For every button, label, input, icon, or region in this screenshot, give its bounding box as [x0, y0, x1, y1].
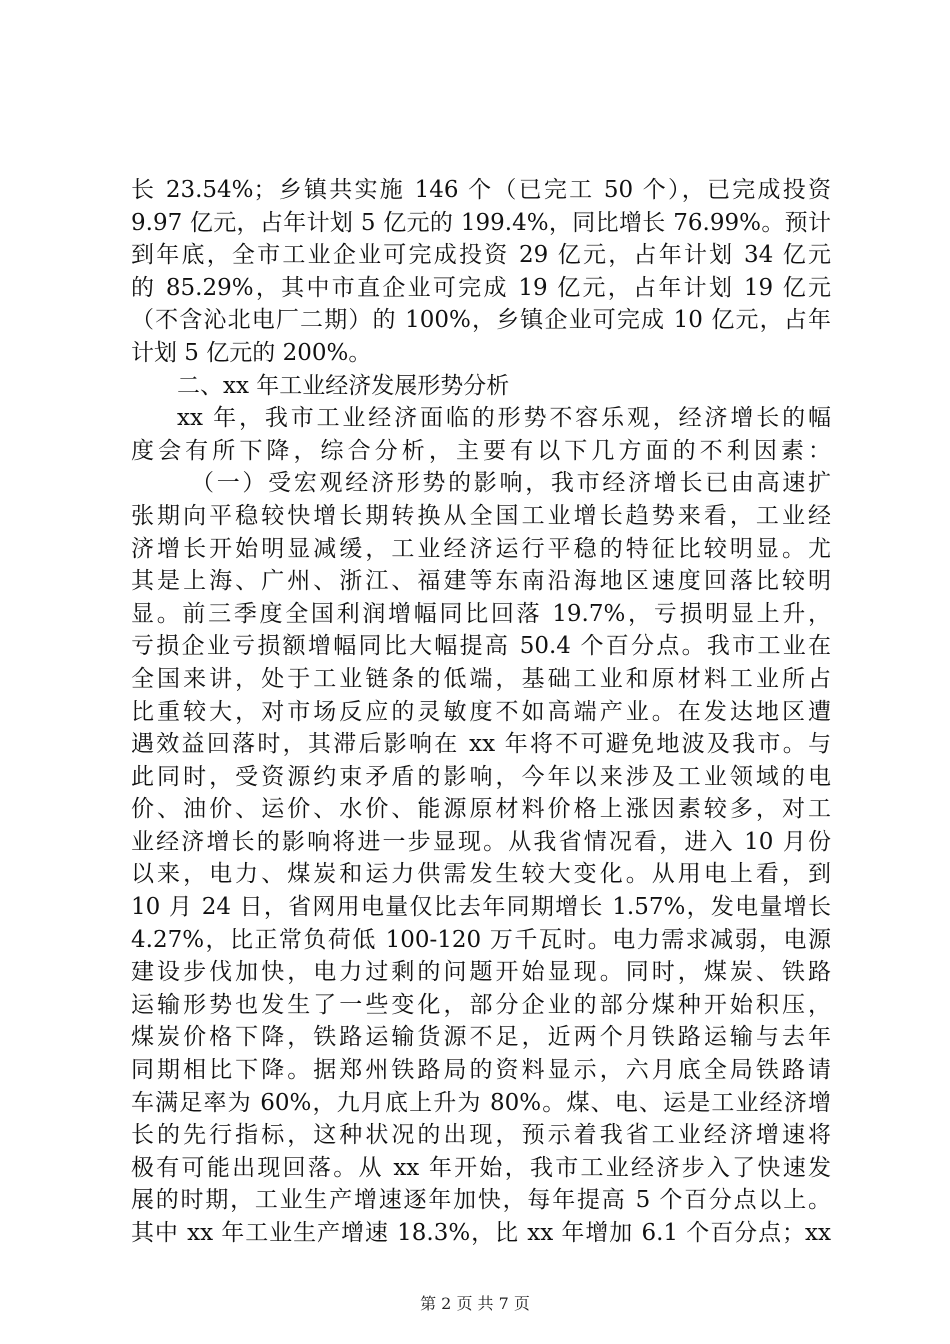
text-line: 张期向平稳较快增长期转换从全国工业增长趋势来看，工业经	[131, 502, 831, 529]
text-line: 车满足率为 60%，九月底上升为 80%。煤、电、运是工业经济增	[131, 1089, 831, 1116]
text-line: 的 85.29%，其中市直企业可完成 19 亿元，占年计划 19 亿元	[131, 274, 831, 301]
text-line: 运输形势也发生了一些变化，部分企业的部分煤种开始积压，	[131, 991, 831, 1018]
text-line: 极有可能出现回落。从 xx 年开始，我市工业经济步入了快速发	[131, 1154, 831, 1181]
text-line: 10 月 24 日，省网用电量仅比去年同期增长 1.57%，发电量增长	[131, 894, 831, 921]
text-line: 价、油价、运价、水价、能源原材料价格上涨因素较多，对工	[131, 796, 831, 823]
text-line: 亏损企业亏损额增幅同比大幅提高 50.4 个百分点。我市工业在	[131, 633, 831, 660]
text-line: 遇效益回落时，其滞后影响在 xx 年将不可避免地波及我市。与	[131, 731, 831, 758]
text-line: 长 23.54%；乡镇共实施 146 个（已完工 50 个），已完成投资	[131, 177, 831, 203]
text-line: 全国来讲，处于工业链条的低端，基础工业和原材料工业所占	[131, 665, 831, 692]
text-line: （不含沁北电厂二期）的 100%，乡镇企业可完成 10 亿元，占年	[131, 307, 831, 334]
text-line: 到年底，全市工业企业可完成投资 29 亿元，占年计划 34 亿元	[131, 242, 831, 269]
text-line: 建设步伐加快，电力过剩的问题开始显现。同时，煤炭、铁路	[131, 959, 831, 986]
text-line: 煤炭价格下降，铁路运输货源不足，近两个月铁路运输与去年	[131, 1024, 831, 1051]
text-line: 计划 5 亿元的 200%。	[131, 339, 372, 366]
text-line: xx 年，我市工业经济面临的形势不容乐观，经济增长的幅	[177, 405, 831, 432]
text-line: 4.27%，比正常负荷低 100-120 万千瓦时。电力需求减弱，电源	[131, 926, 831, 953]
page-footer: 第 2 页 共 7 页	[420, 1294, 530, 1313]
text-line: 展的时期，工业生产增速逐年加快，每年提高 5 个百分点以上。	[131, 1187, 831, 1214]
text-line: 9.97 亿元，占年计划 5 亿元的 199.4%，同比增长 76.99%。预计	[131, 209, 831, 236]
document-body	[131, 174, 831, 1250]
text-line: 其中 xx 年工业生产增速 18.3%，比 xx 年增加 6.1 个百分点；xx	[131, 1220, 831, 1246]
text-line: 度会有所下降，综合分析，主要有以下几方面的不利因素：	[131, 437, 831, 464]
text-line: 同期相比下降。据郑州铁路局的资料显示，六月底全局铁路请	[131, 1057, 831, 1084]
text-line: 长的先行指标，这种状况的出现，预示着我省工业经济增速将	[131, 1122, 831, 1149]
section-heading: 二、xx 年工业经济发展形势分析	[177, 372, 510, 399]
subsection-line: （一）受宏观经济形势的影响，我市经济增长已由高速扩	[191, 470, 831, 497]
text-line: 比重较大，对市场反应的灵敏度不如高端产业。在发达地区遭	[131, 698, 831, 725]
text-line: 其是上海、广州、浙江、福建等东南沿海地区速度回落比较明	[131, 568, 831, 595]
text-line: 业经济增长的影响将进一步显现。从我省情况看，进入 10 月份	[131, 828, 831, 855]
text-line: 以来，电力、煤炭和运力供需发生较大变化。从用电上看，到	[131, 861, 831, 888]
text-line: 济增长开始明显减缓，工业经济运行平稳的特征比较明显。尤	[131, 535, 831, 562]
text-line: 此同时，受资源约束矛盾的影响，今年以来涉及工业领域的电	[131, 763, 831, 790]
text-line: 显。前三季度全国利润增幅同比回落 19.7%，亏损明显上升，	[131, 600, 831, 627]
